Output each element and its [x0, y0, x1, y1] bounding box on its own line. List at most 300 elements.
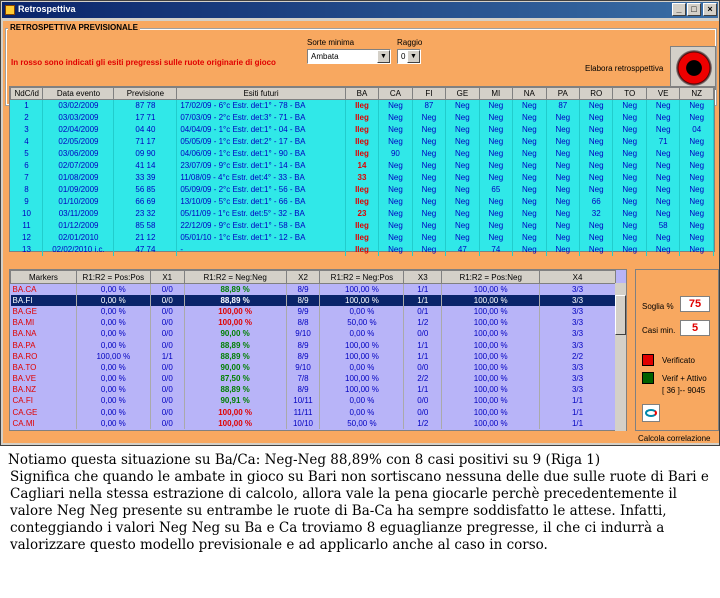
table-row[interactable] [11, 172, 714, 184]
esiti-cell: 41 14 [114, 160, 177, 172]
markers-cell: 0/0 [150, 373, 184, 384]
esiti-cell: Neg [546, 184, 579, 196]
markers-cell: 1/1 [540, 418, 616, 429]
esiti-header-6[interactable]: FI [412, 88, 445, 100]
esiti-cell: 01/10/2009 [43, 196, 114, 208]
markers-cell: 1/1 [404, 384, 442, 395]
soglia-input[interactable]: 75 [680, 296, 710, 312]
esiti-cell: Neg [580, 160, 613, 172]
markers-cell: 2/2 [540, 351, 616, 362]
esiti-cell: 01/12/2009 [43, 220, 114, 232]
title-bar[interactable] [2, 2, 718, 18]
esiti-cell: 04/04/09 - 1°c Estr. det:1° - 04 - BA [177, 124, 345, 136]
esiti-cell: Neg [379, 184, 412, 196]
esiti-cell: Neg [580, 124, 613, 136]
markers-cell: 100,00 % [184, 306, 286, 317]
markers-cell: 0,00 % [76, 418, 150, 429]
esiti-header-11[interactable]: RO [580, 88, 613, 100]
esiti-header-8[interactable]: MI [479, 88, 512, 100]
esiti-cell: Neg [446, 136, 479, 148]
esiti-cell: 47 [446, 244, 479, 256]
markers-cell: 10/10 [286, 418, 320, 429]
markers-cell: 90,00 % [184, 362, 286, 373]
markers-cell: 87,50 % [184, 373, 286, 384]
sorte-select[interactable] [307, 49, 391, 64]
esiti-cell: 02/07/2009 [43, 160, 114, 172]
esiti-cell: 12 [11, 232, 43, 244]
esiti-header-0[interactable]: NdC/id [11, 88, 43, 100]
esiti-cell: Neg [580, 244, 613, 256]
esiti-cell: Neg [546, 196, 579, 208]
esiti-cell: Neg [446, 112, 479, 124]
markers-cell: 100,00 % [184, 407, 286, 418]
markers-cell: 1/1 [540, 395, 616, 406]
esiti-cell: Neg [379, 220, 412, 232]
markers-scrollbar[interactable] [615, 283, 626, 431]
esiti-cell: Neg [513, 136, 546, 148]
markers-cell: 3/3 [540, 317, 616, 328]
sorte-label: Sorte minima [307, 38, 355, 47]
esiti-cell: 01/09/2009 [43, 184, 114, 196]
esiti-cell: Neg [613, 232, 646, 244]
esiti-cell: Neg [513, 160, 546, 172]
markers-cell: BA.NZ [11, 384, 77, 395]
markers-cell: 0,00 % [76, 339, 150, 350]
table-row[interactable] [11, 244, 714, 256]
esiti-cell: 04/06/09 - 1°c Estr. det:1° - 90 - BA [177, 148, 345, 160]
esiti-cell: Neg [546, 220, 579, 232]
esiti-cell: Neg [479, 208, 512, 220]
esiti-cell: Neg [613, 160, 646, 172]
esiti-cell: Neg [412, 148, 445, 160]
esiti-cell: Neg [680, 220, 714, 232]
esiti-cell: Neg [379, 196, 412, 208]
table-row[interactable] [11, 362, 616, 373]
soglia-label: Soglia % [642, 302, 674, 311]
group-title: RETROSPETTIVA PREVISIONALE [10, 23, 139, 32]
esiti-cell: Neg [479, 232, 512, 244]
chevron-down-icon[interactable]: ▼ [407, 50, 420, 63]
esiti-cell: Neg [580, 136, 613, 148]
esiti-header-10[interactable]: PA [546, 88, 579, 100]
table-row[interactable] [11, 220, 714, 232]
esiti-cell: Neg [546, 148, 579, 160]
markers-cell: 9/10 [286, 362, 320, 373]
esiti-cell: 04 [680, 124, 714, 136]
markers-body [11, 284, 616, 429]
esiti-header-4[interactable]: BA [345, 88, 378, 100]
markers-cell: 11/11 [286, 407, 320, 418]
markers-cell: 100,00 % [442, 306, 540, 317]
table-row[interactable] [11, 295, 616, 306]
esiti-header-7[interactable]: GE [446, 88, 479, 100]
esiti-cell: 33 [345, 172, 378, 184]
esiti-cell: Neg [613, 244, 646, 256]
markers-header-5[interactable]: R1:R2 = Neg:Pos [320, 271, 404, 284]
esiti-cell: Neg [546, 172, 579, 184]
esiti-cell: Ileg [345, 124, 378, 136]
esiti-cell: Neg [446, 172, 479, 184]
table-row[interactable] [11, 160, 714, 172]
side-panel [635, 269, 719, 443]
markers-cell: 3/3 [540, 306, 616, 317]
markers-cell: 0/0 [150, 284, 184, 295]
markers-cell: 9/9 [286, 306, 320, 317]
esiti-cell: Neg [379, 172, 412, 184]
table-row[interactable] [11, 100, 714, 112]
esiti-cell: Neg [613, 208, 646, 220]
markers-cell: 0/0 [150, 418, 184, 429]
table-row[interactable] [11, 136, 714, 148]
esiti-cell: 6 [11, 160, 43, 172]
markers-cell: 0/0 [150, 339, 184, 350]
esiti-cell: Ileg [345, 220, 378, 232]
subtitle: In rosso sono indicati gli esiti pregressi sulle ruote originarie di gioco [11, 58, 276, 67]
esiti-cell: Neg [613, 100, 646, 112]
esiti-cell: Neg [580, 172, 613, 184]
verificato-swatch [642, 354, 654, 366]
esiti-cell: 9 [11, 196, 43, 208]
verif-attivo-label: Verif + Attivo [662, 374, 707, 383]
markers-cell: 10/11 [286, 395, 320, 406]
markers-cell: 100,00 % [320, 295, 404, 306]
esiti-cell: Neg [680, 196, 714, 208]
markers-header-0[interactable]: Markers [11, 271, 77, 284]
esiti-cell: Neg [680, 184, 714, 196]
markers-cell: 88,89 % [184, 384, 286, 395]
esiti-cell: Neg [646, 160, 679, 172]
markers-cell: 100,00 % [320, 351, 404, 362]
esiti-cell: 13/10/09 - 5°c Estr. det:1° - 66 - BA [177, 196, 345, 208]
markers-cell: 0/0 [150, 384, 184, 395]
esiti-cell: 02/04/2009 [43, 124, 114, 136]
esiti-cell: Neg [513, 232, 546, 244]
markers-cell: 0/0 [150, 295, 184, 306]
markers-cell: 100,00 % [442, 351, 540, 362]
markers-cell: 100,00 % [76, 351, 150, 362]
esiti-cell: 2 [11, 112, 43, 124]
esiti-cell: 02/05/2009 [43, 136, 114, 148]
esiti-cell: 10 [11, 208, 43, 220]
table-row[interactable] [11, 351, 616, 362]
esiti-header-1[interactable]: Data evento [43, 88, 114, 100]
markers-cell: 1/1 [404, 284, 442, 295]
esiti-cell: 87 [546, 100, 579, 112]
esiti-grid[interactable] [9, 86, 715, 252]
esiti-cell: Neg [446, 148, 479, 160]
esiti-cell: Neg [513, 112, 546, 124]
table-row[interactable] [11, 373, 616, 384]
calcola-button[interactable]: Calcola correlazione [638, 434, 711, 443]
esiti-cell: 05/05/09 - 1°c Estr. det:2° - 17 - BA [177, 136, 345, 148]
esiti-cell: 71 [646, 136, 679, 148]
esiti-cell: Ileg [345, 136, 378, 148]
esiti-cell: Neg [446, 160, 479, 172]
raggio-select[interactable] [397, 49, 421, 64]
esiti-cell: 02/02/2010 i.c. [43, 244, 114, 256]
verificato-label: Verificato [662, 356, 695, 365]
markers-header-7[interactable]: R1:R2 = Pos:Neg [442, 271, 540, 284]
markers-header-2[interactable]: X1 [150, 271, 184, 284]
esiti-cell: Neg [513, 208, 546, 220]
markers-cell: 100,00 % [442, 328, 540, 339]
target-icon [676, 50, 712, 86]
esiti-header-13[interactable]: VE [646, 88, 679, 100]
esiti-cell: Neg [680, 136, 714, 148]
table-row[interactable] [11, 418, 616, 429]
markers-cell: 0,00 % [76, 407, 150, 418]
esiti-cell: Neg [412, 220, 445, 232]
markers-cell: 0,00 % [76, 373, 150, 384]
table-row[interactable] [11, 328, 616, 339]
minimize-button[interactable]: _ [672, 3, 686, 16]
esiti-cell: Neg [646, 172, 679, 184]
esiti-cell: Neg [680, 148, 714, 160]
markers-cell: 0,00 % [76, 284, 150, 295]
markers-header-row [11, 271, 616, 284]
esiti-cell: 03/02/2009 [43, 100, 114, 112]
chevron-down-icon[interactable]: ▼ [377, 50, 390, 63]
table-row[interactable] [11, 306, 616, 317]
correlation-icon[interactable] [642, 404, 660, 422]
esiti-cell: Neg [546, 160, 579, 172]
markers-cell: BA.GE [11, 306, 77, 317]
esiti-cell: Neg [412, 244, 445, 256]
esiti-cell: Ileg [345, 184, 378, 196]
esiti-header-14[interactable]: NZ [680, 88, 714, 100]
markers-cell: 0,00 % [320, 362, 404, 373]
caption-text [8, 452, 716, 554]
esiti-cell: 32 [580, 208, 613, 220]
esiti-cell: 90 [379, 148, 412, 160]
esiti-cell: Neg [412, 196, 445, 208]
scrollbar-thumb[interactable] [615, 295, 626, 335]
markers-cell: 3/3 [540, 328, 616, 339]
esiti-cell: - [177, 244, 345, 256]
esiti-cell: Neg [379, 112, 412, 124]
esiti-cell: Neg [646, 244, 679, 256]
markers-cell: 88,89 % [184, 284, 286, 295]
markers-cell: 1/2 [404, 418, 442, 429]
esiti-cell: 23 32 [114, 208, 177, 220]
esiti-cell: Neg [412, 124, 445, 136]
esiti-cell: 56 85 [114, 184, 177, 196]
esiti-cell: 3 [11, 124, 43, 136]
markers-cell: 1/1 [404, 351, 442, 362]
markers-cell: 90,00 % [184, 328, 286, 339]
esiti-cell: 23 [345, 208, 378, 220]
markers-cell: 0,00 % [76, 395, 150, 406]
markers-header-4[interactable]: X2 [286, 271, 320, 284]
markers-cell: CA.MI [11, 418, 77, 429]
markers-cell: 8/9 [286, 384, 320, 395]
markers-cell: 0,00 % [76, 306, 150, 317]
esiti-cell: 13 [11, 244, 43, 256]
esiti-cell: Neg [479, 160, 512, 172]
esiti-cell: 07/03/09 - 2°c Estr. det:3° - 71 - BA [177, 112, 345, 124]
markers-cell: 0,00 % [76, 295, 150, 306]
esiti-cell: Neg [680, 208, 714, 220]
esiti-cell: Neg [513, 244, 546, 256]
markers-cell: 3/3 [540, 362, 616, 373]
markers-cell: 90,91 % [184, 395, 286, 406]
markers-cell: 100,00 % [320, 284, 404, 295]
markers-header-1[interactable]: R1:R2 = Pos:Pos [76, 271, 150, 284]
esiti-cell: 11 [11, 220, 43, 232]
esiti-cell: Neg [412, 208, 445, 220]
esiti-cell: Neg [613, 112, 646, 124]
markers-cell: BA.CA [11, 284, 77, 295]
esiti-header-2[interactable]: Previsione [114, 88, 177, 100]
table-row[interactable] [11, 148, 714, 160]
esiti-header-9[interactable]: NA [513, 88, 546, 100]
markers-cell: 1/1 [150, 351, 184, 362]
table-row[interactable] [11, 339, 616, 350]
esiti-cell: Neg [412, 136, 445, 148]
markers-cell: 3/3 [540, 284, 616, 295]
esiti-cell: 4 [11, 136, 43, 148]
esiti-cell: Neg [646, 124, 679, 136]
markers-cell: 8/9 [286, 295, 320, 306]
esiti-cell: Neg [479, 172, 512, 184]
markers-cell: 1/1 [540, 407, 616, 418]
esiti-cell: Neg [513, 220, 546, 232]
markers-cell: 0,00 % [320, 328, 404, 339]
markers-cell: 100,00 % [442, 317, 540, 328]
esiti-cell: Ileg [345, 196, 378, 208]
sorte-value: Ambata [311, 52, 339, 61]
esiti-cell: Neg [412, 160, 445, 172]
esiti-header-12[interactable]: TO [613, 88, 646, 100]
markers-cell: 3/3 [540, 339, 616, 350]
esiti-cell: Neg [513, 184, 546, 196]
esiti-cell: Neg [546, 136, 579, 148]
table-row[interactable] [11, 112, 714, 124]
table-row[interactable] [11, 208, 714, 220]
close-button[interactable]: × [703, 3, 717, 16]
table-row[interactable] [11, 407, 616, 418]
esiti-cell: Neg [479, 148, 512, 160]
esiti-cell: 05/09/09 - 2°c Estr. det:1° - 56 - BA [177, 184, 345, 196]
markers-header-6[interactable]: X3 [404, 271, 442, 284]
markers-cell: 100,00 % [442, 395, 540, 406]
markers-cell: 8/8 [286, 317, 320, 328]
markers-cell: 100,00 % [442, 407, 540, 418]
markers-cell: 0/0 [150, 395, 184, 406]
esiti-header-5[interactable]: CA [379, 88, 412, 100]
markers-cell: 3/3 [540, 373, 616, 384]
markers-grid[interactable] [9, 269, 627, 431]
esiti-cell: 85 58 [114, 220, 177, 232]
esiti-cell: Neg [479, 124, 512, 136]
markers-cell: BA.TO [11, 362, 77, 373]
esiti-cell: Neg [613, 220, 646, 232]
esiti-cell: Neg [680, 172, 714, 184]
table-row[interactable] [11, 232, 714, 244]
esiti-cell: Neg [613, 172, 646, 184]
markers-cell: 88,89 % [184, 339, 286, 350]
esiti-cell: Neg [580, 100, 613, 112]
markers-cell: 8/9 [286, 284, 320, 295]
esiti-cell: Neg [680, 232, 714, 244]
esiti-cell: Neg [446, 184, 479, 196]
markers-cell: 100,00 % [442, 418, 540, 429]
markers-cell: BA.FI [11, 295, 77, 306]
table-row[interactable] [11, 395, 616, 406]
esiti-cell: Neg [580, 232, 613, 244]
markers-cell: 100,00 % [442, 295, 540, 306]
esiti-cell: Neg [379, 208, 412, 220]
markers-cell: CA.GE [11, 407, 77, 418]
esiti-cell: Neg [513, 148, 546, 160]
markers-cell: 0/0 [150, 317, 184, 328]
markers-header-8[interactable]: X4 [540, 271, 616, 284]
markers-cell: 0/0 [404, 328, 442, 339]
markers-cell: 2/2 [404, 373, 442, 384]
markers-cell: 0/0 [404, 407, 442, 418]
esiti-cell: Neg [513, 172, 546, 184]
esiti-cell: Neg [546, 112, 579, 124]
esiti-cell: Neg [580, 112, 613, 124]
esiti-cell: 47 74 [114, 244, 177, 256]
casi-input[interactable]: 5 [680, 320, 710, 336]
markers-cell: 100,00 % [442, 339, 540, 350]
esiti-cell: Neg [546, 244, 579, 256]
table-row[interactable] [11, 317, 616, 328]
table-row[interactable] [11, 284, 616, 295]
esiti-cell: 8 [11, 184, 43, 196]
esiti-cell: Neg [446, 196, 479, 208]
esiti-cell: Neg [613, 196, 646, 208]
markers-cell: 100,00 % [320, 384, 404, 395]
esiti-header-3[interactable]: Esiti futuri [177, 88, 345, 100]
markers-cell: 0/0 [150, 306, 184, 317]
esiti-cell: 7 [11, 172, 43, 184]
table-row[interactable] [11, 384, 616, 395]
raggio-value: 0 [401, 52, 406, 61]
markers-cell: 50,00 % [320, 418, 404, 429]
table-row[interactable] [11, 184, 714, 196]
markers-cell: 50,00 % [320, 317, 404, 328]
markers-cell: 88,89 % [184, 295, 286, 306]
esiti-cell: 05/01/10 - 1°c Estr. det:1° - 12 - BA [177, 232, 345, 244]
esiti-cell: Neg [513, 196, 546, 208]
esiti-cell: 23/07/09 - 9°c Estr. det:1° - 14 - BA [177, 160, 345, 172]
markers-cell: 0/1 [404, 306, 442, 317]
esiti-cell: 21 12 [114, 232, 177, 244]
markers-cell: BA.PA [11, 339, 77, 350]
esiti-cell: Neg [646, 112, 679, 124]
esiti-cell: 58 [646, 220, 679, 232]
markers-cell: 8/9 [286, 339, 320, 350]
markers-cell: 0,00 % [76, 317, 150, 328]
esiti-cell: Neg [646, 232, 679, 244]
esiti-cell: 11/08/09 - 4°c Estr. det:4° - 33 - BA [177, 172, 345, 184]
markers-cell: BA.MI [11, 317, 77, 328]
table-row[interactable] [11, 196, 714, 208]
esiti-cell: Neg [646, 100, 679, 112]
app-icon [5, 5, 15, 15]
maximize-button[interactable]: □ [687, 3, 701, 16]
esiti-cell: Neg [479, 100, 512, 112]
esiti-cell: Ileg [345, 232, 378, 244]
esiti-cell: Neg [646, 196, 679, 208]
esiti-cell: 74 [479, 244, 512, 256]
attivo-swatch [642, 372, 654, 384]
markers-header-3[interactable]: R1:R2 = Neg:Neg [184, 271, 286, 284]
table-row[interactable] [11, 124, 714, 136]
elabora-button[interactable] [670, 46, 716, 90]
